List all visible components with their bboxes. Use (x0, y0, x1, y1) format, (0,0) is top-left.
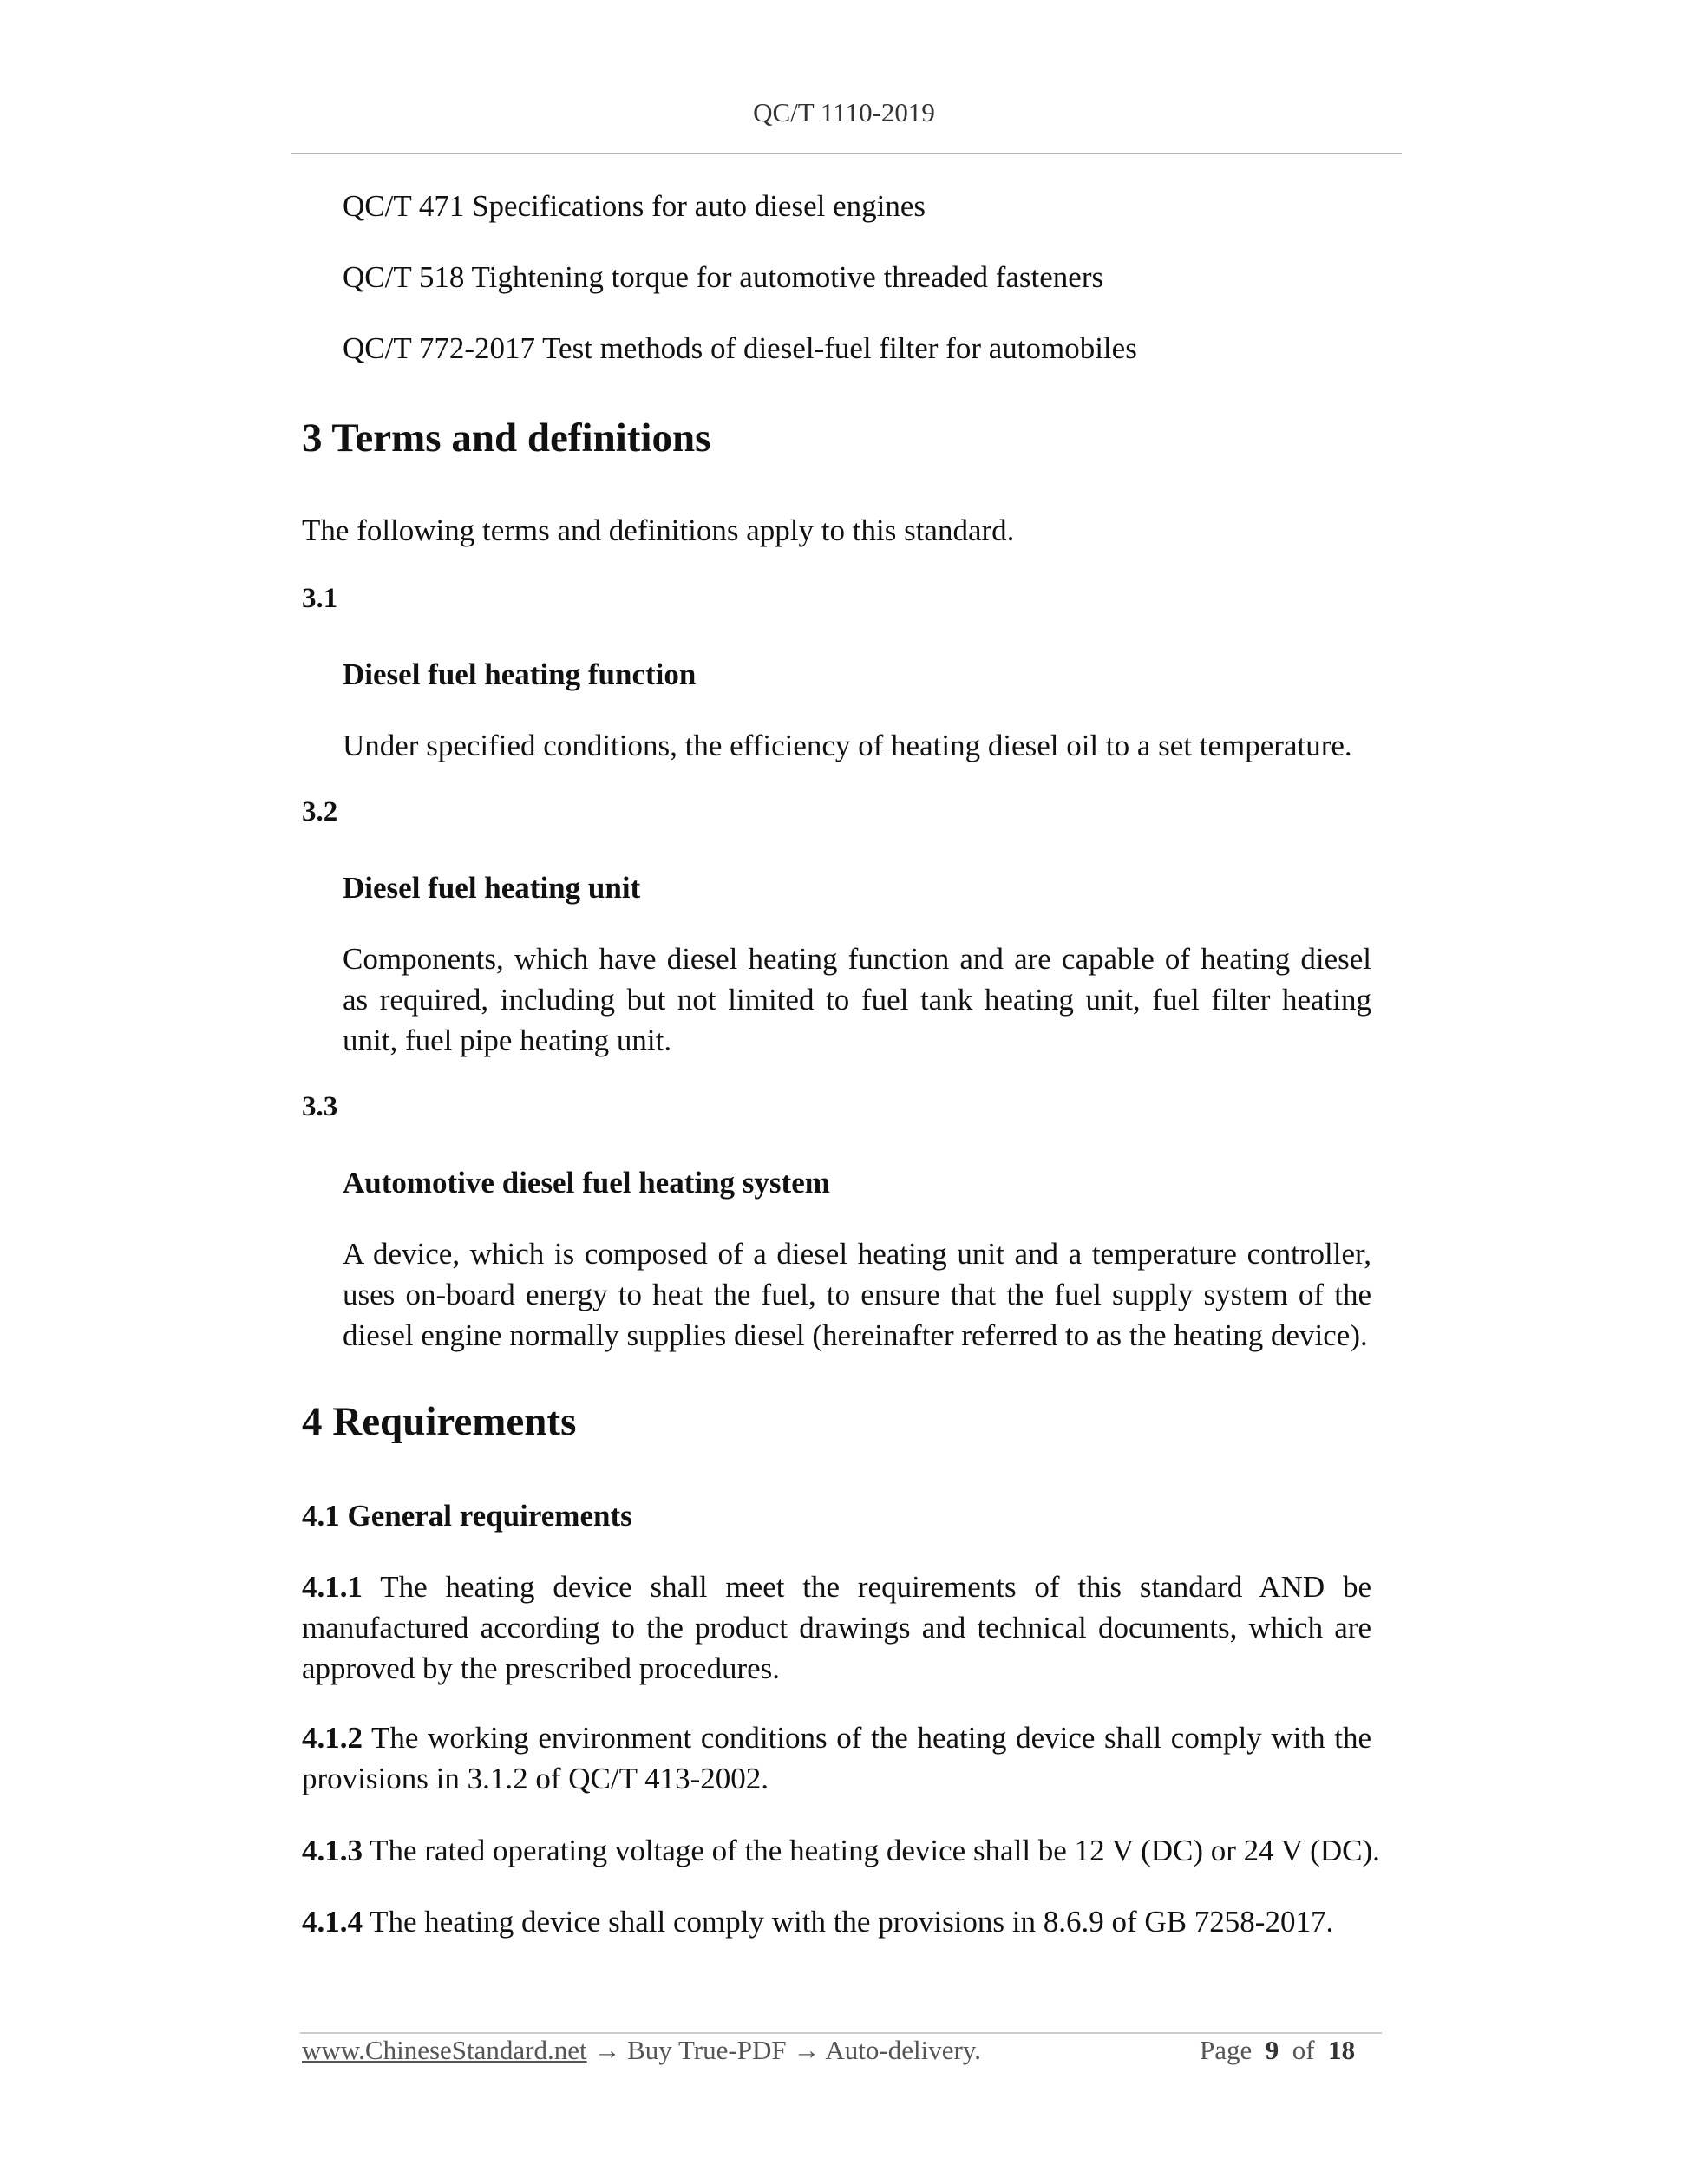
page-number: 9 (1265, 2035, 1279, 2065)
delivery-label: Auto-delivery. (825, 2035, 982, 2065)
page-total: 18 (1328, 2035, 1356, 2065)
term-title: Diesel fuel heating unit (343, 871, 641, 905)
page-indicator (1200, 2031, 1355, 2070)
clause-text: The working environment conditions of the heating device shall comply with the provisions in 3.1.2 of QC/T 413-2002. (302, 1721, 1371, 1795)
arrow-icon: → (593, 2035, 621, 2065)
term-number: 3.3 (302, 1091, 338, 1122)
reference-item: QC/T 772-2017 Test methods of diesel-fuel filter for automobiles (343, 331, 1137, 365)
arrow-icon: → (793, 2035, 821, 2065)
buy-label: Buy True-PDF (627, 2035, 787, 2065)
clause-number: 4.1.1 (302, 1570, 363, 1604)
clause (302, 1717, 1371, 1799)
of-word: of (1292, 2035, 1315, 2065)
page-word: Page (1200, 2035, 1253, 2065)
site-link[interactable]: www.ChineseStandard.net (302, 2035, 587, 2065)
term-number: 3.2 (302, 796, 338, 827)
section-intro: The following terms and definitions apply to this standard. (302, 513, 1015, 547)
clause-number: 4.1.3 (302, 1834, 363, 1867)
term-title: Diesel fuel heating function (343, 657, 697, 691)
header-divider (291, 153, 1402, 154)
reference-item: QC/T 471 Specifications for auto diesel engines (343, 189, 926, 223)
clause (302, 1566, 1371, 1689)
clause-text: The heating device shall comply with the provisions in 8.6.9 of GB 7258-2017. (370, 1905, 1334, 1939)
reference-item: QC/T 518 Tightening torque for automotive threaded fasteners (343, 260, 1104, 294)
subsection-heading: 4.1 General requirements (302, 1499, 632, 1533)
section-heading: 3 Terms and definitions (302, 415, 711, 461)
clause-number: 4.1.4 (302, 1905, 363, 1939)
document-header: QC/T 1110-2019 (753, 97, 935, 128)
footer-promo (302, 2031, 981, 2070)
term-definition: A device, which is composed of a diesel heating unit and a temperature controller, uses on-board energy to heat the fuel, to ensure that the fuel supply system of the diesel engine normally supplies diesel (hereinafter referred to as the heating device). (343, 1237, 1371, 1352)
term-number: 3.1 (302, 583, 338, 614)
clause (302, 1830, 1380, 1871)
term-definition: Components, which have diesel heating function and are capable of heating diesel as required, including but not limited to fuel tank heating unit, fuel filter heating unit, fuel pipe heating unit. (343, 942, 1371, 1057)
clause-text: The rated operating voltage of the heating device shall be 12 V (DC) or 24 V (DC). (370, 1834, 1380, 1867)
section-heading: 4 Requirements (302, 1399, 577, 1444)
term-title: Automotive diesel fuel heating system (343, 1166, 830, 1200)
clause-text: The heating device shall meet the requirements of this standard AND be manufactured according to the product drawings and technical documents, which are approved by the prescribed procedures. (302, 1570, 1372, 1685)
clause (302, 1901, 1333, 1942)
term-definition: Under specified conditions, the efficiency of heating diesel oil to a set temperature. (343, 729, 1352, 762)
clause-number: 4.1.2 (302, 1721, 363, 1755)
